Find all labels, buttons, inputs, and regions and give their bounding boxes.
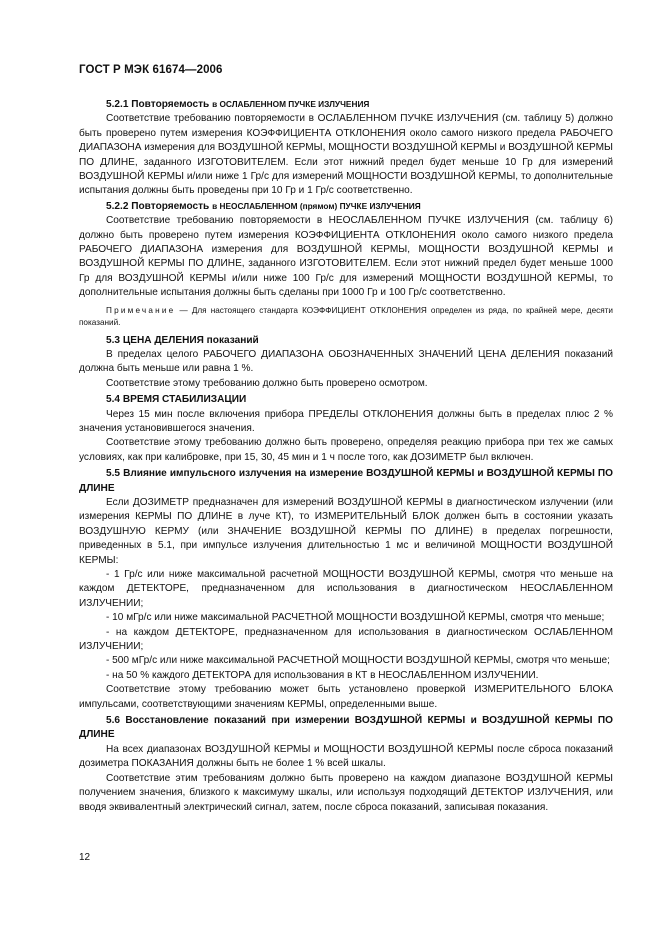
document-header: ГОСТ Р МЭК 61674—2006 [79,64,223,76]
section-number: 5.2.2 [106,200,129,212]
section-5-5-p2: Соответствие этому требованию может быть установлено проверкой ИЗМЕРИТЕЛЬНОГО БЛОКА импульсами, соответствующими значениям КЕРМЫ, определенными выше. [79,684,613,710]
heading-small: в ОСЛАБЛЕННОМ ПУЧКЕ ИЗЛУЧЕНИЯ [212,99,370,109]
list-item: - 1 Гр/с или ниже максимальной расчетной МОЩНОСТИ ВОЗДУШНОЙ КЕРМЫ, смотря что меньше на каждом ДЕТЕКТОРЕ, предназначенном для использования в диагностическом НЕОСЛАБЛЕННОМ ИЗЛУЧЕНИИ; [79,569,613,609]
section-5-2-2-heading [79,199,613,214]
section-5-5-p1: Если ДОЗИМЕТР предназначен для измерений ВОЗДУШНОЙ КЕРМЫ в диагностическом излучении (или измерения КЕРМЫ ПО ДЛИНЕ в луче КТ), то ИЗМЕРИТЕЛЬНЫЙ БЛОК должен быть в состоянии указать ВОЗДУШНУЮ КЕРМУ (или ЗНАЧЕНИЕ ВОЗДУШНОЙ КЕРМЫ ПО ДЛИНЕ) в пределах погрешности, приведенных в 5.1, при импульсе излучения длительностью 1 мс и величиной МОЩНОСТИ ВОЗДУШНОЙ КЕРМЫ: [79,496,613,566]
note [79,305,613,330]
section-5-4-heading: 5.4 ВРЕМЯ СТАБИЛИЗАЦИИ [106,394,247,406]
section-5-2-1-body: Соответствие требованию повторяемости в ОСЛАБЛЕННОМ ПУЧКЕ ИЗЛУЧЕНИЯ (см. таблицу 5) должно быть проверено путем измерения КОЭФФИЦИЕНТА ОТКЛОНЕНИЯ около самого низкого предела РАБОЧЕГО ДИАПАЗОНА измерения для ВОЗДУШНОЙ КЕРМЫ, МОЩНОСТИ ВОЗДУШНОЙ КЕРМЫ и ВОЗДУШНОЙ КЕРМЫ ПО ДЛИНЕ, заданного ИЗГОТОВИТЕЛЕМ. Если этот нижний предел будет меньше 10 Гр для измерений ВОЗДУШНОЙ КЕРМЫ и/или ниже 1 Гр/с для измерений МОЩНОСТИ ВОЗДУШНОЙ КЕРМЫ, то дополнительные испытания должны быть проведены при 10 Гр и 1 Гр/с соответственно. [79,113,613,197]
section-5-2-1-heading [79,97,613,112]
heading-small: в НЕОСЛАБЛЕННОМ (прямом) ПУЧКЕ ИЗЛУЧЕНИЯ [212,200,421,211]
section-5-5-heading: 5.5 Влияние импульсного излучения на измерение ВОЗДУШНОЙ КЕРМЫ и ВОЗДУШНОЙ КЕРМЫ ПО ДЛИНЕ [79,468,613,494]
section-5-6-p1: На всех диапазонах ВОЗДУШНОЙ КЕРМЫ и МОЩНОСТИ ВОЗДУШНОЙ КЕРМЫ после сброса показаний дозиметра ПОКАЗАНИЯ должны быть не более 1 % всей шкалы. [79,743,613,770]
document-body [79,97,613,815]
note-label: Примечание [106,305,176,315]
heading-main: Повторяемость [131,99,210,110]
section-5-3-heading [79,334,613,348]
note-text: — Для настоящего стандарта КОЭФФИЦИЕНТ ОТКЛОНЕНИЯ определен из ряда, по крайней мере, десяти показаний. [79,305,613,328]
heading-main: 5.3 ЦЕНА ДЕЛЕНИЯ [106,334,204,346]
section-5-4-p2: Соответствие этому требованию должно быть проверено, определяя реакцию прибора при тех же самых условиях, как при калибровке, при 15, 30, 45 мин и 1 ч после того, как ДОЗИМЕТР был включен. [79,437,613,463]
section-5-6-heading: 5.6 Восстановление показаний при измерении ВОЗДУШНОЙ КЕРМЫ и ВОЗДУШНОЙ КЕРМЫ ПО ДЛИНЕ [79,715,613,741]
heading-tail: показаний [203,334,259,346]
page-number: 12 [79,852,91,863]
section-5-6-p2: Соответствие этим требованиям должно быть проверено на каждом диапазоне ВОЗДУШНОЙ КЕРМЫ получением значения, близкого к максимуму шкалы, или используя подходящий ДЕТЕКТОР ИЗЛУЧЕНИЯ, или вводя эквивалентный электрический сигнал, затем, после сброса показаний, записывая показания. [79,772,613,813]
heading-main: Повторяемость [131,200,210,212]
list-item: - на каждом ДЕТЕКТОРЕ, предназначенном для использования в диагностическом ОСЛАБЛЕННОМ ИЗЛУЧЕНИИ; [79,626,613,653]
section-number: 5.2.1 [106,99,129,110]
section-5-2-2-body: Соответствие требованию повторяемости в НЕОСЛАБЛЕННОМ ПУЧКЕ ИЗЛУЧЕНИЯ (см. таблицу 6) должно быть проверено путем измерения КОЭФФИЦИЕНТА ОТКЛОНЕНИЯ около самого низкого предела РАБОЧЕГО ДИАПАЗОНА измерения для ВОЗДУШНОЙ КЕРМЫ, МОЩНОСТИ ВОЗДУШНОЙ КЕРМЫ и ВОЗДУШНОЙ КЕРМЫ ПО ДЛИНЕ, заданного ИЗГОТОВИТЕЛЕМ. Если этот нижний предел будет меньше 1000 Гр для ВОЗДУШНОЙ КЕРМЫ и/или ниже 100 Гр/с для измерений МОЩНОСТИ ВОЗДУШНОЙ КЕРМЫ, то дополнительные испытания должны быть сделаны при 1000 Гр и 100 Гр/с соответственно. [79,215,613,299]
list-item: - 10 мГр/с или ниже максимальной РАСЧЕТНОЙ МОЩНОСТИ ВОЗДУШНОЙ КЕРМЫ, смотря что меньше; [106,612,605,624]
list-item: - 500 мГр/с или ниже максимальной РАСЧЕТНОЙ МОЩНОСТИ ВОЗДУШНОЙ КЕРМЫ, смотря что меньше; [106,655,610,667]
section-5-3-p2: Соответствие этому требованию должно быть проверено осмотром. [106,377,428,389]
list-item: - на 50 % каждого ДЕТЕКТОРА для использования в КТ в НЕОСЛАБЛЕННОМ ИЗЛУЧЕНИИ. [106,669,539,681]
section-5-3-p1: В пределах целого РАБОЧЕГО ДИАПАЗОНА ОБОЗНАЧЕННЫХ ЗНАЧЕНИЙ ЦЕНА ДЕЛЕНИЯ показаний должна быть меньше или равна 1 %. [79,348,613,375]
section-5-4-p1: Через 15 мин после включения прибора ПРЕДЕЛЫ ОТКЛОНЕНИЯ должны быть в пределах плюс 2 % значения установившегося значения. [79,408,613,434]
